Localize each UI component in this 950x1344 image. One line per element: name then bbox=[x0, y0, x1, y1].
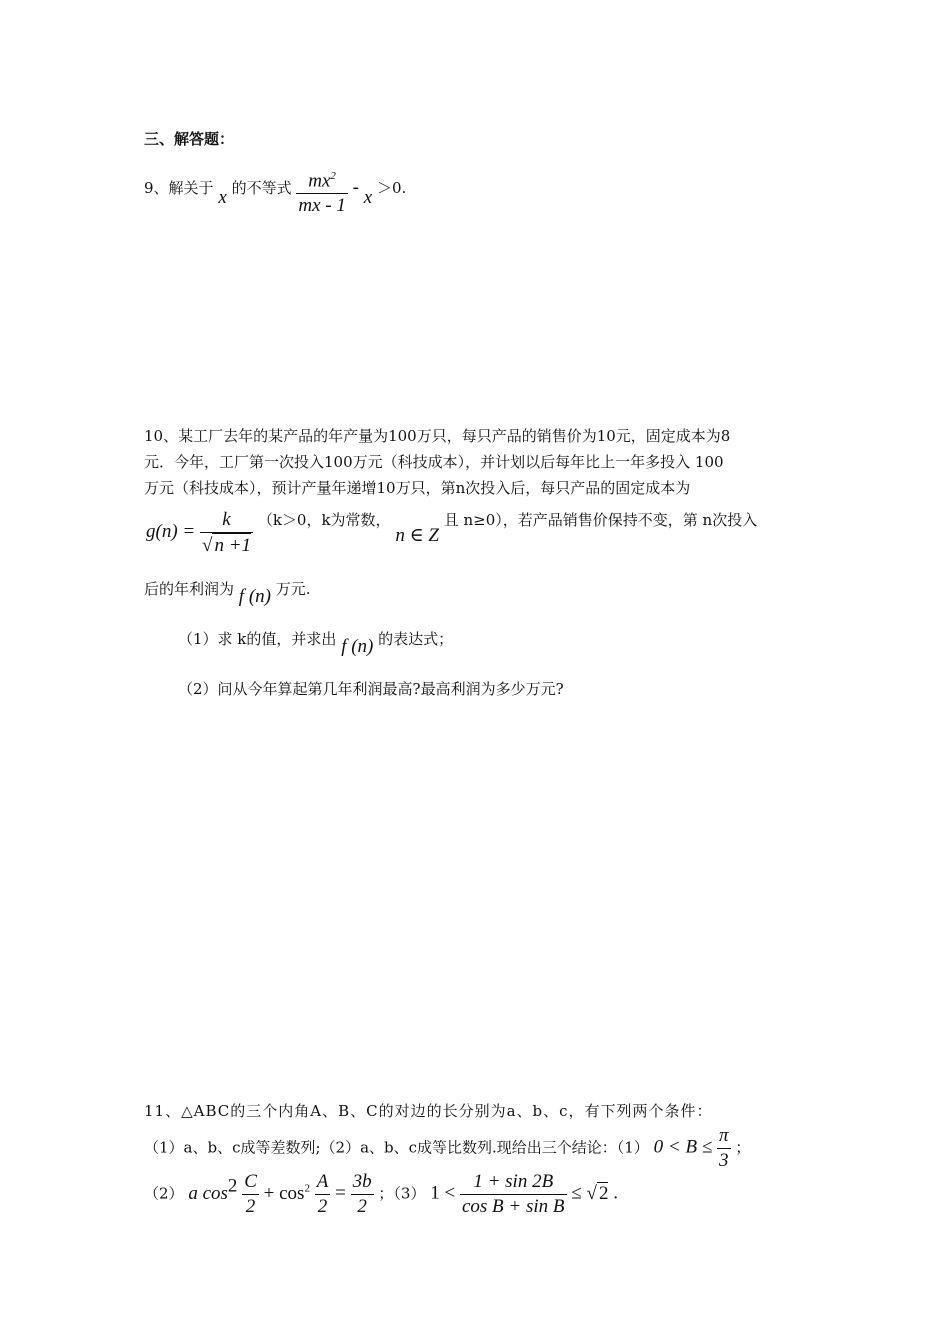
q10-cond-1: （k＞0，k为常数， bbox=[257, 511, 391, 529]
q10-line-5-a: 后的年利润为 bbox=[144, 580, 235, 598]
c-over-2: $\frac{C}{2}$ bbox=[244, 1171, 257, 1217]
g-n-num: k bbox=[200, 508, 253, 533]
q10-sub-1 bbox=[178, 628, 454, 657]
g-n-fraction bbox=[200, 508, 253, 558]
q9-minus: - bbox=[352, 177, 359, 199]
g-n-den: √ n +1 bbox=[202, 535, 252, 556]
period: . bbox=[613, 1182, 618, 1204]
q11-line-3-b: ；（3） bbox=[378, 1184, 426, 1203]
q10-line-2: 元．今年，工厂第一次投入100万元（科技成本），并计划以后每年比上一年多投入 100 bbox=[144, 453, 724, 471]
q10-line-5-b: 万元. bbox=[275, 580, 311, 598]
q9-frac-num: $mx^2$ bbox=[296, 164, 347, 194]
q11-line-3-a: （2） bbox=[144, 1184, 184, 1203]
q11-line-1: 11、△ABC的三个内角A、B、C的对边的长分别为a、b、c，有下列两个条件： bbox=[144, 1102, 713, 1120]
q11-line-2 bbox=[144, 1124, 750, 1173]
less-equal: ≤ bbox=[571, 1182, 582, 1204]
a-over-2: $\frac{A}{2}$ bbox=[316, 1171, 329, 1217]
conclusion-1-fraction bbox=[717, 1124, 731, 1173]
three: 3 bbox=[719, 1150, 729, 1171]
q9-var-x-2: x bbox=[363, 187, 373, 209]
pi: π bbox=[717, 1124, 731, 1149]
q11-line-3 bbox=[144, 1170, 618, 1219]
q9-text-2: 的不等式 bbox=[231, 179, 292, 198]
conclusion-3-fraction: $\frac{1 + \sin 2B}{\text{cos B + sin B}}$ bbox=[461, 1171, 565, 1217]
3b-over-2: $\frac{3b}{2}$ bbox=[352, 1171, 372, 1217]
q9-text-1: 解关于 bbox=[168, 179, 214, 198]
f-n: f (n) bbox=[238, 586, 271, 607]
q10-line-3: 万元（科技成本），预计产量年递增10万只，第n次投入后，每只产品的固定成本为 bbox=[144, 479, 691, 497]
q9-fraction bbox=[296, 164, 347, 218]
q10-line-5 bbox=[144, 578, 311, 607]
q11-line-2-a: （1）a、b、c成等差数列;（2）a、b、c成等比数列.现给出三个结论：（1） bbox=[144, 1138, 649, 1157]
q10-sub-1-a: （1）求 k的值，并求出 bbox=[178, 630, 337, 648]
f-n-2: f (n) bbox=[341, 636, 374, 657]
n-in-z: n ∈ Z bbox=[395, 525, 439, 546]
section-title: 三、解答题： bbox=[144, 130, 235, 148]
equals: = bbox=[335, 1182, 346, 1204]
q9-number: 9、 bbox=[144, 179, 169, 198]
q10-line-4 bbox=[146, 508, 757, 558]
conclusion-3-lhs: 1 < bbox=[430, 1182, 456, 1204]
q10-line-1: 10、某工厂去年的某产品的年产量为100万只，每只产品的销售价为10元，固定成本为8 bbox=[144, 427, 731, 445]
q10-sub-1-b: 的表达式； bbox=[378, 630, 454, 648]
conclusion-2-a: a $\cos^2$ bbox=[188, 1175, 238, 1204]
q9-var-x: x bbox=[218, 187, 227, 209]
semicolon: ； bbox=[735, 1138, 751, 1157]
q9-tail: ＞0. bbox=[376, 179, 407, 198]
q10-sub-2: （2）问从今年算起第几年利润最高?最高利润为多少万元? bbox=[178, 680, 564, 698]
q9-frac-den: mx - 1 bbox=[298, 195, 346, 217]
q10-cond-2: 且 n≥0），若产品销售价保持不变，第 n次投入 bbox=[443, 511, 758, 529]
question-9 bbox=[144, 160, 406, 218]
conclusion-1-lhs: 0 < B ≤ bbox=[653, 1136, 713, 1158]
plus-cos: + $\cos^2$ bbox=[263, 1182, 310, 1204]
g-n-lhs: g(n) = bbox=[146, 521, 196, 542]
sqrt-2: √ 2 bbox=[586, 1182, 609, 1204]
